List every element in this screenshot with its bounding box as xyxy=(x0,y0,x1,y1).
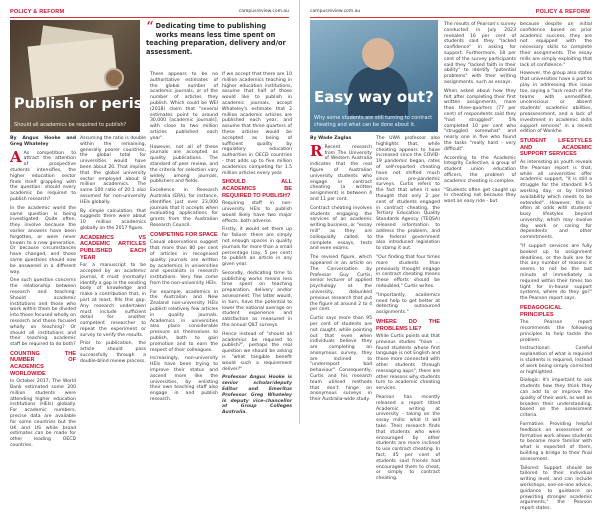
paragraph: Contract cheating involves students engaging the services of an academic writing business, or "essay mill" as they are colloquially called, to complete essays, tests and even exams. xyxy=(310,205,372,252)
subheading: SHOULD ALL ACADEMICS BE REQUIRED TO PUBLISH? xyxy=(222,179,292,199)
pull-quote-text: Dedicating time to publishing works means less time spent on teaching preparation, delivery and/or assessment. xyxy=(146,22,286,56)
paragraph: Casual observations suggest that more than 80 per cent of articles in recognised quality journals are written by academics in universities and specialists in research institutions. Very few come from the non-university HEIs. xyxy=(150,240,218,286)
paragraph: The results of Pearson's survey conducted in July 2023 revealed 16 per cent of students said they "lacked confidence" in asking for support. Furthermore, 18 per cent of the survey participants said they "lacked faith in their ability" to identify "potential problems" with their writing assignments, such as essays. xyxy=(444,22,516,85)
author-bio: Professor Angus Hooke is senior scholar/deputy Editor and Emeritus Professor Greg Whateley is deputy vice-chancellor at Group Colleges Australia. xyxy=(222,375,292,416)
paragraph: Pearson has recently released a report titled Academic writing at university - taking on the essay mills: what it will take. Their research finds that students who were encouraged by other students are more inclined to use contract cheating. In fact, 45 per cent of students said friends had encouraged them to cheat, or simply to contract cheating. xyxy=(376,395,440,482)
paragraph: Increasingly, non-university HEIs have been trying to improve their status and ascend more like the universities, by enlisting their own teaching staff also engage in and publish research. xyxy=(150,356,218,403)
byline: By Wade Zaglas xyxy=(310,136,352,141)
article-column-1 xyxy=(310,136,372,406)
drop-cap: A xyxy=(10,147,22,166)
subheading: PEDAGOGICAL PRINCIPLES xyxy=(520,305,562,318)
paragraph: R Recent research from The University of Western Australia indicates that the real figure of Australian university students who engage in contract cheating (a written assignment) is between 4 and 11 per cent. xyxy=(310,141,372,202)
paragraph: However, not all of these journals are accepted as quality publications. The standard of peer review, and the criteria for selection vary widely among journals, publishers and fields. xyxy=(150,144,218,185)
paragraph: Excellence in Research Australia (ERA), for instance, identifies just over 23,000 journals that it accepts when evaluating applications for grants from the Australian Research Council. xyxy=(150,188,218,228)
paragraph: Dialogic: It's important to ask students how they think they can add to or improve the quality of their work, as well as broaden their understanding, based on the assessment criteria. xyxy=(520,378,592,419)
hero-title: Publish or perish? xyxy=(14,96,162,112)
article-column-4 xyxy=(520,22,592,515)
subheading: STUDENT LIFESTYLES AND ACADEMIC SUPPORT SERVICES xyxy=(520,138,592,158)
paragraph: Curtis says more than 95 per cent of students are not caught, while pointing out that even when individuals believe they are completing an anonymous survey, they are inclined to "underreport bad behaviour". Consequently, Curtis and his research team utilised methods that don't hinge on anonymous surveys in their Australia-wide study. xyxy=(310,316,372,403)
hero-deck: Why some students are still turning to contract cheating and what can be done about it. xyxy=(314,115,433,128)
subheading: WHERE DO THE PROBLEMS LIE? xyxy=(376,318,440,332)
paragraph: One such question concerns the relationship between research and teaching: Should academic institutions and those who work within them be divided into those focused wholly on research and those focused wholly on teaching? Or should all institutions and their teaching academic staff be required to do both? xyxy=(10,278,76,348)
person-head-shape xyxy=(362,38,394,70)
paragraph: While Curtis points out that previous studies "have ... found students whose first language is not English and those more connected with other students through messaging apps", there are other reasons why students turn to academic cheating services. xyxy=(376,334,440,392)
paragraph: Firstly, it would set them up for failure: there are simply not enough spaces in quality journals for more than a small percentage (say, 5 per cent) to publish an article in any given year. xyxy=(222,227,292,268)
paragraph: In the academic world the same question is being investigated. Quite often, they involve because the earlier answers have been forgotten, or were never known to a new generation. Or because circumstances have changed, and those same questions should now be answered in a different way. xyxy=(10,205,76,275)
paper-shape xyxy=(28,38,119,99)
paragraph: A As competition to attract the attention of prospective students intensifies, the higher education sector finds itself grappling with the question: should every academic be required to publish research? xyxy=(10,147,76,202)
hero-image-publish xyxy=(10,20,162,132)
paragraph: For example, academics in the Australian and New Zealand non-university HEIs publish relatively few articles in quality journals. Academics in universities also place considerable pressure on themselves to publish, both to gain promotion and to earn the respect of their colleagues. xyxy=(150,289,218,353)
paragraph: Requiring staff in non-university HEIs to publish would likely have two major effects, both adverse. xyxy=(222,201,292,224)
paragraph: However, the group also states that universities have a part to play in addressing this issue too, saying a "lack reach of the teams with unmedified, unconscious or absent students' academic abilities, preassessment, and a lack of investment in academic skills support services" in a recent edition of Wonkhe. xyxy=(520,71,592,135)
section-label: POLICY & REFORM xyxy=(10,8,65,15)
page-header xyxy=(10,6,289,18)
subheading: COUNTING THE NUMBER OF ACADEMICS WORLDWIDE xyxy=(10,350,76,377)
paragraph: If we accept that there are 10 million academics teaching in higher education institutions, assume that half of those would like to publish in academic journals, accept Whateley's estimate that 2 million academic articles are published each year, and assume that three quarters of these articles would be accepted as being of sufficient quality by regulatory education authorities in OECD countries - that adds up to five million academics competing for 1.5 million articles every year. xyxy=(222,72,292,176)
paragraph: because despite an initial confidence based on prior academic success, they are not equipped with the necessary skills to complete their assignments. The essay mills are simply exploiting that lack of confidence." xyxy=(520,22,592,68)
site-url: campusreview.com.au xyxy=(238,9,289,14)
paragraph: In October 2017, The World Bank estimated some 200 million students were attending higher education institutions (HEIs) globally. For academic numbers, precise data are available for some countries but the UK and US while broad estimates can be made for other leading OECD countries. xyxy=(10,379,76,449)
paragraph: Prior to publication, the article should pass successfully through a double-blind review process. xyxy=(80,341,146,364)
paragraph: Formative: Providing helpful feedback on assessment or formative work allows students to become more familiar with what is expected of them, building a bridge to their final assessment. xyxy=(520,421,592,462)
article-column-2 xyxy=(80,136,146,368)
paragraph: "Students often get caught up in cheating not because they want an easy ride - but xyxy=(444,187,516,205)
paragraph: "Importantly, academics need help to get better at detecting outsourced assignments." xyxy=(376,292,440,316)
hero-image-easy-way-out xyxy=(310,20,438,132)
paragraph: The Pearson report recommends the following principles to help tackle the problem. xyxy=(520,320,592,343)
article-column-2 xyxy=(376,136,440,485)
coffee-cup-icon xyxy=(104,68,124,88)
hero-title: Easy way out? xyxy=(314,88,434,106)
paragraph: "Our finding that four times more students than previously thought engage in contract cheating means these efforts should be redoubled," Curtis writes. xyxy=(376,254,440,289)
page-header xyxy=(310,6,590,18)
paragraph: Tailored: Support should be tailored to their individual writing level, and can include workshops, one-on-one advice, guidance to guidance on prewriting stronger academic arguments," the Pearson report states. xyxy=(520,465,592,512)
subheading: ACADEMICS VS ACADEMIC ARTICLES PUBLISHED EACH YEAR xyxy=(80,234,146,261)
paragraph: As interesting as youth reveals the Pearson report is that, while all universities offer academic support, "it is still a struggle for the standard 9-5 working day, or by limited availability which needs to be extended". However, this is often at odds with students' busy lifestyles beyond university, which may involve day work or caring for dependents and other commitments. xyxy=(520,159,592,241)
hero-deck: Should all academics be required to publish? xyxy=(14,122,127,128)
paragraph: According to the Academic Integrity Collective, a group of student union education officers, the problem of academic cheating is complex. xyxy=(444,155,516,184)
paragraph: Instructional: Careful explanation of what is required is students is required, instead of work being simply corrected or highlighted. xyxy=(520,346,592,375)
byline: By Angus Hooke and Greg Whateley xyxy=(10,136,76,147)
section-label: POLICY & REFORM xyxy=(535,8,590,15)
article-column-1 xyxy=(10,136,76,452)
hero-title-band xyxy=(10,94,162,114)
pull-quote xyxy=(146,18,290,56)
paragraph: When asked about how they felt after completing their first written assignments, more than three-quarters (77 per cent) of respondents said they "had struggled". 5% completed 10 per cent who "struggled somewhat" and nearly one in five who found the tasks "really hard - very difficult". xyxy=(444,88,516,152)
paragraph: The UWA professor also highlights that, while cheating appears to have increased since the COVID-19 pandemic began, rates of self-reported cheating have not shifted much since pre-pandemic surveys. Curtis refers to the fact that when it was thought that only 2 per cent of students engaged in contract cheating, the Tertiary Education Quality Standards Agency (TEQSA) released information to address the problem, and the federal government also introduced legislation to stamp it out. xyxy=(376,136,440,252)
paragraph: Assuming the ratio is double within the remaining, generally poorer countries, the global total for universities would have been about 20. That implies that the global university sector employed about 8 million academics. The same 100 ratio of 20:1 also assumed for non-university HEIs globally. xyxy=(80,136,146,205)
paragraph: By simple calculation, that suggests there were about 10 million academics globally on the 2017 figure. xyxy=(80,208,146,231)
article-column-3 xyxy=(444,22,516,208)
site-url: campusreview.com.au xyxy=(310,9,361,14)
paragraph: Hence instead of "should all academics be required to publish?", perhaps the real question we should be asking is "what tangible benefit would such a requirement deliver?" xyxy=(222,331,292,372)
paragraph: For a manuscript to be accepted by an academic journal, it must (normally) identify a gap in the existing body of knowledge and make a contribution that, in part at least, fills this gap. Any research undertaken must include sufficient detail for another competent researcher to repeat the experiment or survey to verify the results. xyxy=(80,263,146,338)
article-column-3 xyxy=(150,72,218,406)
paragraph: The revised figure, which appeared in an article on The Conversation by Professor Guy Curtis, senior lecturer of applied psychology at the university, debunked previous research that put the figure at around 2 to 4 per cent. xyxy=(310,255,372,313)
paragraph: "If support services are fully booked up to assignment deadlines, or the bulk are for this any number of reasons it seems to not be the last minute of immediately is required within their times too tight for in-house support systems, where do they go?" the Pearson report says. xyxy=(520,244,592,302)
subheading: COMPETING FOR SPACE xyxy=(150,231,218,238)
quote-mark-icon: “ xyxy=(146,18,154,36)
paragraph: Secondly, dedicating time to publishing works means less time spent on teaching preparation, delivery and/or assessment. The latter would, in turn, have the potential to lower the national average on student experience and satisfaction as measured in the annual QILT surveys. xyxy=(222,270,292,329)
drop-cap: R xyxy=(310,141,323,160)
article-column-4 xyxy=(222,72,292,419)
paragraph: There appears to be no authoritative estimates of the global number of academic journals, or of the number of articles they publish. Which could be WEI (2018) claim that "several estimates point to around 30,000 [academic journals], with close to two million articles published each year". xyxy=(150,72,218,141)
